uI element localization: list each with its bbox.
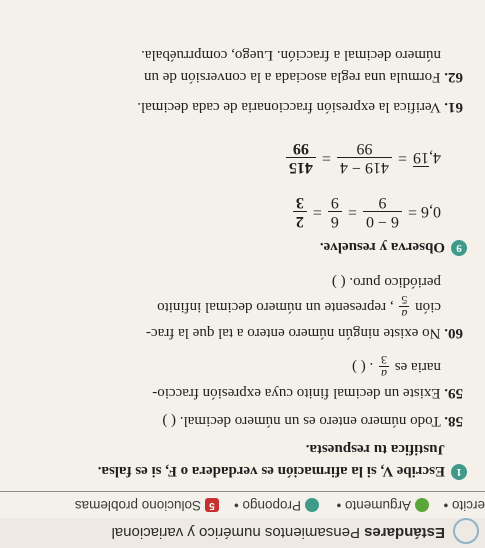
exercise-number: 61. bbox=[444, 99, 463, 115]
exercise-text: naria es bbox=[394, 359, 441, 376]
exercise-text: Formula una regla asociada a la conversión de un bbox=[143, 69, 441, 85]
fraction-denominator: 3 bbox=[381, 353, 388, 367]
title-bold: Estándares bbox=[364, 524, 445, 541]
exercise-number: 62. bbox=[444, 69, 463, 85]
fraction-result bbox=[286, 139, 316, 176]
fraction-numerator: 419 − 4 bbox=[337, 157, 392, 176]
instructions-line-1: Escribe V, si la afirmación es verdadera o F, si es falsa. bbox=[97, 463, 445, 479]
exercise-text: Existe un decimal finito cuya expresión fraccio- bbox=[152, 385, 441, 401]
process-bar bbox=[0, 494, 485, 514]
fraction-denominator: 9 bbox=[330, 194, 339, 211]
exercise-text: , represente un número decimal infinito bbox=[157, 299, 394, 316]
fraction bbox=[328, 193, 342, 230]
fraction bbox=[363, 193, 402, 230]
exercise-61 bbox=[137, 96, 463, 118]
fraction-denominator: 3 bbox=[295, 194, 304, 211]
fraction-result bbox=[293, 193, 307, 230]
exercise-text: número decimal a fracción. Luego, comprruébala. bbox=[141, 47, 441, 63]
page-title bbox=[112, 524, 446, 541]
process-label: ercito • bbox=[443, 498, 485, 513]
example-0-6 bbox=[293, 193, 441, 230]
observa-icon: 9 bbox=[451, 240, 467, 256]
fraction-denominator: 5 bbox=[401, 293, 408, 307]
math-lhs bbox=[413, 149, 441, 167]
instructions-line-2: Justifica tu respuesta. bbox=[305, 441, 445, 457]
divider bbox=[0, 491, 485, 492]
process-label: Argumento • bbox=[336, 498, 411, 513]
fraction-denominator: 9 bbox=[378, 194, 387, 211]
exercise-type-icon: 1 bbox=[451, 464, 467, 480]
title-rest: Pensamientos numérico y variacional bbox=[111, 524, 365, 541]
propongo-icon bbox=[305, 499, 319, 513]
exercise-text: Todo número entero es un número decimal. ( ) bbox=[162, 413, 441, 429]
process-item-soluciono bbox=[75, 498, 219, 513]
observa-instructions bbox=[7, 236, 467, 258]
fraction-numerator: a bbox=[401, 307, 408, 321]
process-item-propongo bbox=[234, 498, 319, 513]
fraction bbox=[337, 139, 392, 176]
fraction-denominator: 99 bbox=[356, 140, 373, 157]
exercise-58 bbox=[162, 410, 463, 432]
equals-sign: = bbox=[397, 149, 407, 167]
process-label: Soluciono problemas bbox=[74, 498, 201, 513]
exercise-text: No existe ningún número entero a tal que la frac- bbox=[146, 325, 441, 341]
exercise-number: 59. bbox=[444, 385, 463, 401]
chapter-logo-icon bbox=[453, 518, 479, 544]
process-item-ejercito bbox=[444, 498, 485, 513]
exercise-62 bbox=[141, 44, 463, 88]
fraction-numerator: 415 bbox=[286, 157, 316, 176]
fraction-numerator: 6 bbox=[328, 211, 342, 230]
exercise-text: Verifica la expresión fraccionaria de cada decimal. bbox=[137, 99, 441, 115]
fraction-numerator: 6 − 0 bbox=[363, 211, 402, 230]
math-lhs: 0,6 = bbox=[407, 203, 441, 221]
integer-part: 4, bbox=[429, 149, 441, 167]
exercise-text: periódico puro. ( ) bbox=[331, 274, 441, 290]
instructions bbox=[7, 438, 467, 482]
example-4-19 bbox=[286, 139, 441, 176]
equals-sign: = bbox=[312, 203, 322, 221]
repeating-digits: 19 bbox=[413, 149, 429, 167]
fraction bbox=[379, 353, 389, 380]
fraction-numerator: a bbox=[381, 367, 388, 381]
equals-sign: = bbox=[321, 149, 331, 167]
equals-sign: = bbox=[347, 203, 357, 221]
exercise-number: 60. bbox=[444, 325, 463, 341]
exercise-text: . ( ) bbox=[352, 359, 374, 376]
page-header bbox=[0, 518, 485, 548]
exercise-number: 58. bbox=[444, 413, 463, 429]
fraction-denominator: 99 bbox=[292, 140, 309, 157]
argumento-icon bbox=[415, 499, 429, 513]
exercise-60 bbox=[146, 271, 463, 344]
process-label: Propongo • bbox=[233, 498, 301, 513]
fraction-numerator: 2 bbox=[293, 211, 307, 230]
observa-text: Observa y resuelve. bbox=[319, 239, 445, 255]
exercise-59 bbox=[152, 353, 463, 404]
process-item-argumento bbox=[336, 498, 429, 513]
exercise-text: ción bbox=[415, 299, 441, 316]
fraction bbox=[399, 293, 409, 320]
soluciono-badge: 5 bbox=[205, 499, 219, 513]
